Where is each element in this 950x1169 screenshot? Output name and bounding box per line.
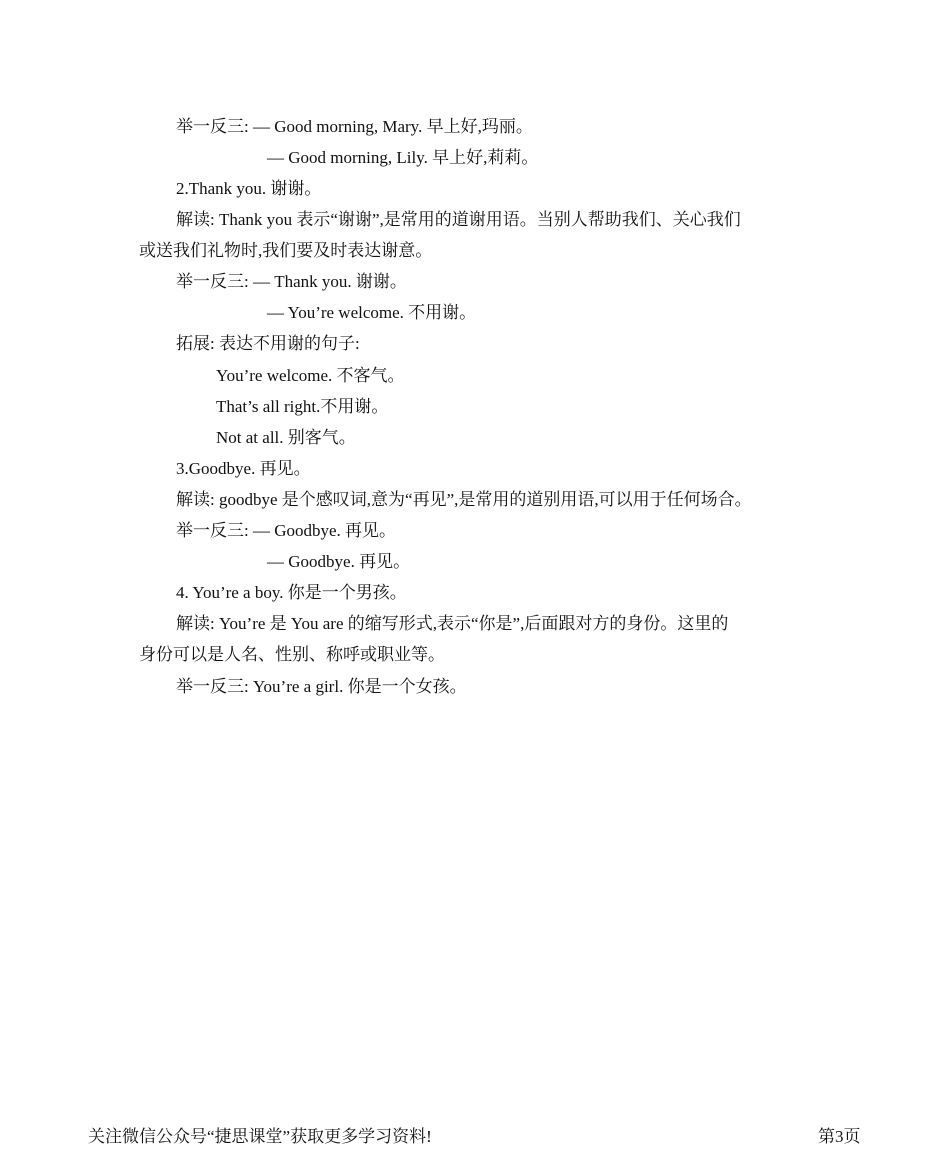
extension-item-3: Not at all. 别客气。 — [216, 428, 356, 447]
explanation-youre-2: 身份可以是人名、性别、称呼或职业等。 — [139, 645, 445, 664]
extension-item-1: You’re welcome. 不客气。 — [216, 366, 405, 385]
example-morning-1: 举一反三: — Good morning, Mary. 早上好,玛丽。 — [176, 117, 533, 136]
heading-thank-you: 2.Thank you. 谢谢。 — [176, 179, 322, 198]
example-youre-a-girl: 举一反三: You’re a girl. 你是一个女孩。 — [176, 677, 467, 696]
page-number: 第3页 — [818, 1127, 861, 1146]
extension-heading: 拓展: 表达不用谢的句子: — [176, 334, 360, 353]
explanation-thank-you-2: 或送我们礼物时,我们要及时表达谢意。 — [139, 241, 433, 260]
explanation-goodbye: 解读: goodbye 是个感叹词,意为“再见”,是常用的道别用语,可以用于任何场合。 — [176, 490, 752, 509]
example-morning-2: — Good morning, Lily. 早上好,莉莉。 — [267, 148, 539, 167]
explanation-youre-1: 解读: You’re 是 You are 的缩写形式,表示“你是”,后面跟对方的身份。这里的 — [176, 614, 729, 633]
extension-item-2: That’s all right.不用谢。 — [216, 397, 389, 416]
example-goodbye-2: — Goodbye. 再见。 — [267, 552, 411, 571]
explanation-thank-you-1: 解读: Thank you 表示“谢谢”,是常用的道谢用语。当别人帮助我们、关心我们 — [176, 210, 741, 229]
heading-youre-a-boy: 4. You’re a boy. 你是一个男孩。 — [176, 583, 407, 602]
footer-note: 关注微信公众号“捷思课堂”获取更多学习资料! — [88, 1127, 432, 1146]
example-thank-you-1: 举一反三: — Thank you. 谢谢。 — [176, 272, 407, 291]
heading-goodbye: 3.Goodbye. 再见。 — [176, 459, 311, 478]
example-thank-you-2: — You’re welcome. 不用谢。 — [267, 303, 477, 322]
example-goodbye-1: 举一反三: — Goodbye. 再见。 — [176, 521, 397, 540]
